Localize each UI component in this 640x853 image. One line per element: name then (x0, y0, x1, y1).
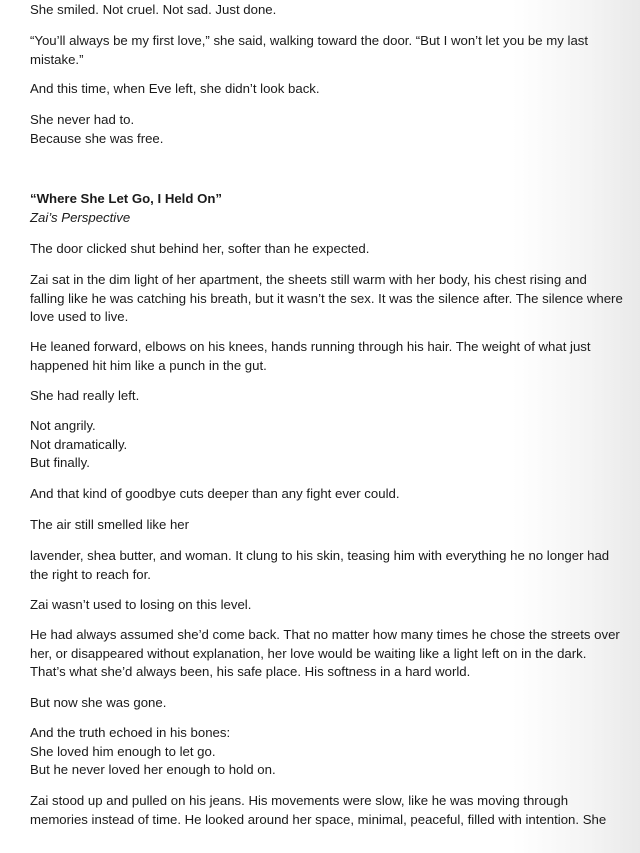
text-line: Not angrily. (30, 418, 96, 433)
text-line: And this time, when Eve left, she didn’t look back. (30, 81, 320, 96)
text-line: love used to live. (30, 309, 129, 324)
text-line: Because she was free. (30, 130, 164, 146)
paragraph (30, 417, 127, 473)
paragraph (30, 338, 591, 375)
section-heading (30, 190, 222, 227)
text-line: lavender, shea butter, and woman. It clung to his skin, teasing him with everything he no longer had (30, 548, 610, 563)
section-title: “Where She Let Go, I Held On” (30, 191, 222, 206)
text-line: falling like he was catching his breath, but it wasn’t the sex. It was the silence after. The silence where (30, 290, 623, 306)
paragraph (30, 792, 606, 829)
text-line: “You’ll always be my first love,” she said, walking toward the door. “But I won’t let you be my last (30, 33, 589, 48)
text-line: Zai sat in the dim light of her apartment, the sheets still warm with her body, his chest rising and (30, 272, 587, 287)
text-line: memories instead of time. He looked around her space, minimal, peaceful, filled with intention. She (30, 811, 607, 827)
text-line: But he never loved her enough to hold on. (30, 762, 276, 777)
paragraph (30, 80, 320, 99)
paragraph (30, 485, 400, 504)
paragraph (30, 516, 189, 535)
text-line: She never had to. (30, 112, 135, 127)
paragraph (30, 547, 609, 584)
text-line: And that kind of goodbye cuts deeper than any fight ever could. (30, 486, 400, 501)
paragraph (30, 387, 139, 406)
text-line: But finally. (30, 455, 90, 470)
text-line: That’s what she’d always been, his safe place. His softness in a hard world. (30, 664, 471, 679)
text-line: Not dramatically. (30, 436, 128, 452)
text-line: happened hit him like a punch in the gut. (30, 357, 267, 373)
paragraph (30, 694, 166, 713)
text-line: the right to reach for. (30, 566, 151, 582)
text-line: She smiled. Not cruel. Not sad. Just done. (30, 2, 277, 17)
text-line: He had always assumed she’d come back. That no matter how many times he chose the streets over (30, 627, 620, 642)
text-line: Zai wasn’t used to losing on this level. (30, 597, 252, 612)
paragraph (30, 111, 163, 148)
text-line: The door clicked shut behind her, softer than he expected. (30, 241, 370, 256)
paragraph (30, 240, 369, 259)
text-line: But now she was gone. (30, 695, 167, 710)
text-line: He leaned forward, elbows on his knees, hands running through his hair. The weight of what just (30, 339, 591, 354)
paragraph (30, 271, 623, 327)
paragraph (30, 1, 276, 20)
text-line: And the truth echoed in his bones: (30, 725, 231, 740)
text-line: She loved him enough to let go. (30, 743, 216, 759)
paragraph (30, 596, 251, 615)
text-line: her, or disappeared without explanation, her love would be waiting like a light left on in the dark. (30, 645, 587, 661)
text-line: She had really left. (30, 388, 140, 403)
text-line: Zai stood up and pulled on his jeans. His movements were slow, like he was moving through (30, 793, 569, 808)
text-line: mistake.” (30, 51, 84, 67)
paragraph (30, 724, 276, 780)
paragraph (30, 32, 588, 69)
paragraph (30, 626, 620, 682)
section-subtitle: Zai’s Perspective (30, 209, 131, 225)
text-line: The air still smelled like her (30, 517, 190, 532)
